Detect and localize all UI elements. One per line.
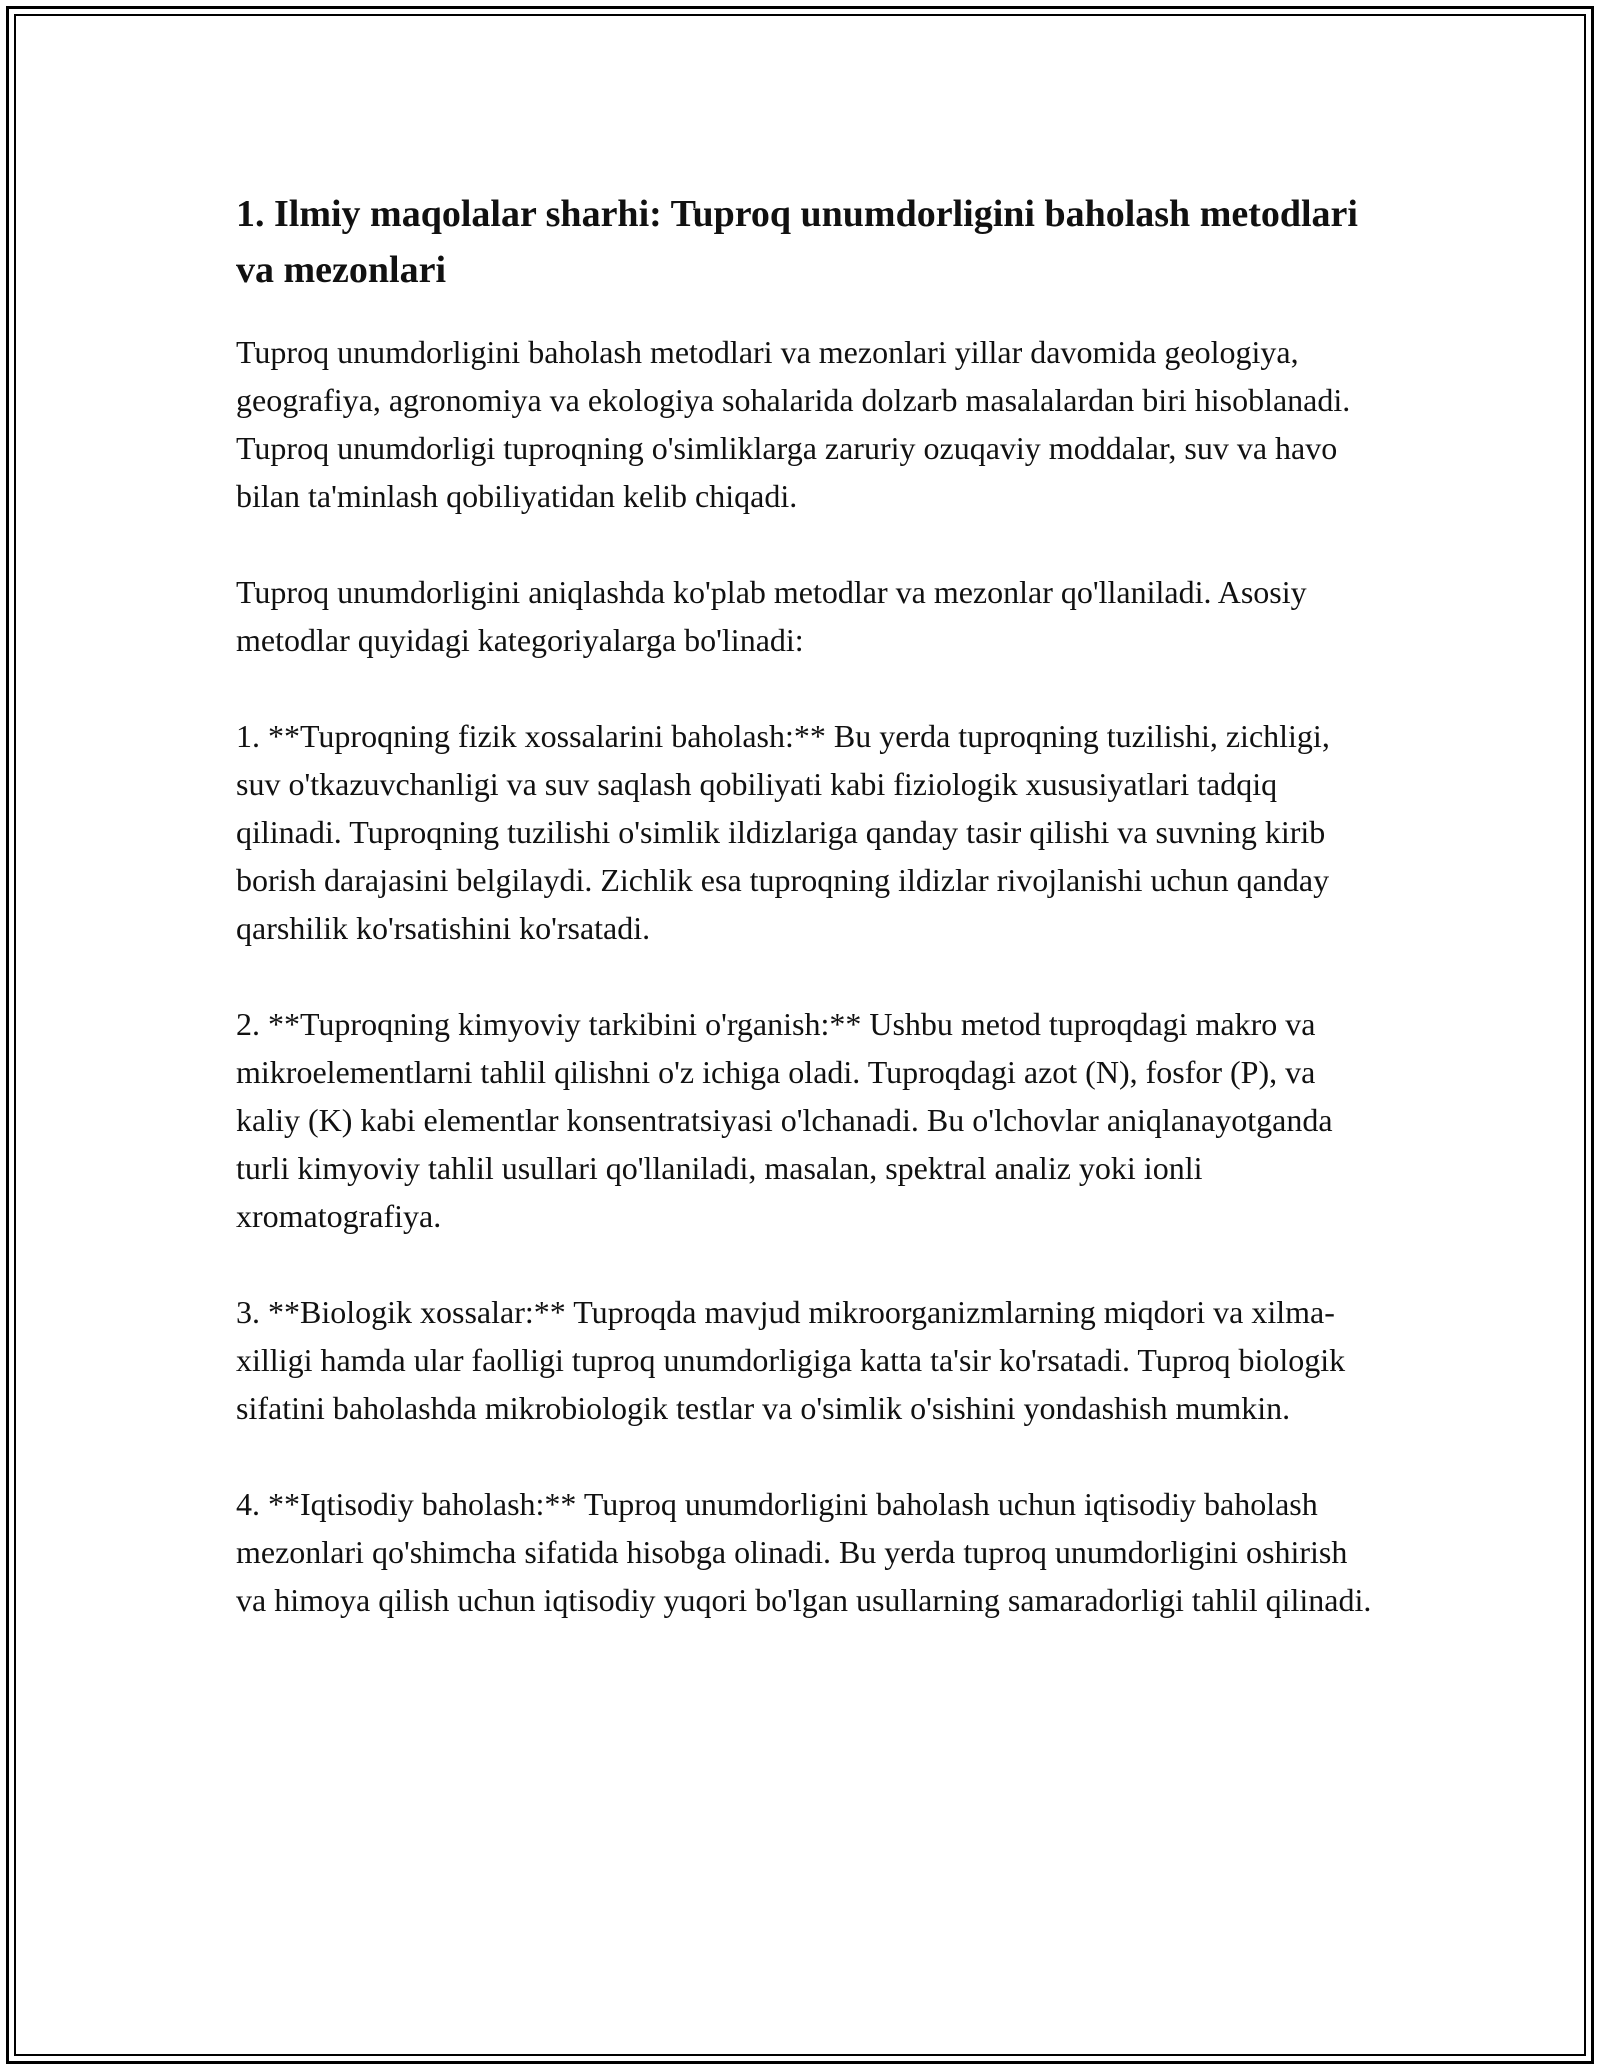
- list-item-physical-properties: 1. **Tuproqning fizik xossalarini baholash:** Bu yerda tuproqning tuzilishi, zichligi, suv o'tkazuvchanligi va suv saqlash qobiliyati kabi fiziologik xususiyatlari tadqiq qilinadi. Tuproqning tuzilishi o'simlik ildizlariga qanday tasir qilishi va suvning kirib borish darajasini belgilaydi. Zichlik esa tuproqning ildizlar rivojlanishi uchun qanday qarshilik ko'rsatishini ko'rsatadi.: [236, 718, 1330, 946]
- list-item-economic-assessment: 4. **Iqtisodiy baholash:** Tuproq unumdorligini baholash uchun iqtisodiy baholash mezonlari qo'shimcha sifatida hisobga olinadi. Bu yerda tuproq unumdorligini oshirish va himoya qilish uchun iqtisodiy yuqori bo'lgan usullarning samaradorligi tahlil qilinadi.: [236, 1486, 1372, 1618]
- paragraph-intro: Tuproq unumdorligini baholash metodlari va mezonlari yillar davomida geologiya, geografiya, agronomiya va ekologiya sohalarida dolzarb masalalardan biri hisoblanadi. Tuproq unumdorligi tuproqning o'simliklarga zaruriy ozuqaviy moddalar, suv va havo bilan ta'minlash qobiliyatidan kelib chiqadi.: [236, 334, 1351, 514]
- paragraph-methods-overview: Tuproq unumdorligini aniqlashda ko'plab metodlar va mezonlar qo'llaniladi. Asosiy metodlar quyidagi kategoriyalarga bo'linadi:: [236, 574, 1307, 658]
- list-item-biological-properties: 3. **Biologik xossalar:** Tuproqda mavjud mikroorganizmlarning miqdori va xilma-xilligi hamda ular faolligi tuproq unumdorligiga katta ta'sir ko'rsatadi. Tuproq biologik sifatini baholashda mikrobiologik testlar va o'simlik o'sishini yondashish mumkin.: [236, 1294, 1346, 1426]
- document-body: [236, 186, 1376, 1624]
- list-item-chemical-composition: 2. **Tuproqning kimyoviy tarkibini o'rganish:** Ushbu metod tuproqdagi makro va mikroelementlarni tahlil qilishni o'z ichiga oladi. Tuproqdagi azot (N), fosfor (P), va kaliy (K) kabi elementlar konsentratsiyasi o'lchanadi. Bu o'lchovlar aniqlanayotganda turli kimyoviy tahlil usullari qo'llaniladi, masalan, spektral analiz yoki ionli xromatografiya.: [236, 1006, 1333, 1234]
- document-title: 1. Ilmiy maqolalar sharhi: Tuproq unumdorligini baholash metodlari va mezonlari: [236, 193, 1358, 291]
